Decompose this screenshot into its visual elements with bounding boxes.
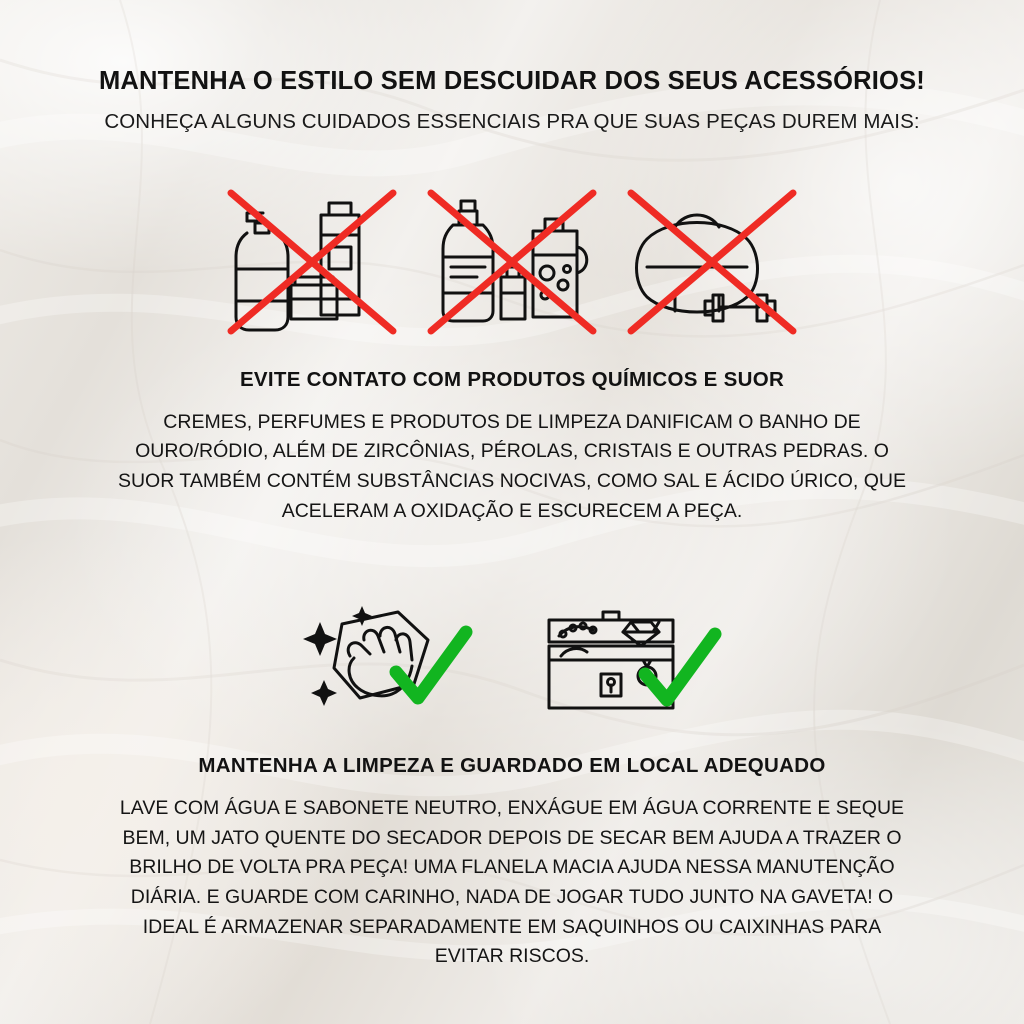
cosmetics-bottles-icon [217, 181, 407, 346]
avoid-icon-row [56, 181, 968, 346]
section-clean-and-store [56, 600, 968, 972]
page-subtitle: CONHEÇA ALGUNS CUIDADOS ESSENCIAIS PRA QUE SUAS PEÇAS DUREM MAIS: [104, 110, 920, 134]
red-cross-icon [417, 181, 607, 346]
section-title-care: MANTENHA A LIMPEZA E GUARDADO EM LOCAL ADEQUADO [198, 754, 826, 778]
cleaning-products-icon [417, 181, 607, 346]
section-body-avoid: CREMES, PERFUMES E PRODUTOS DE LIMPEZA DANIFICAM O BANHO DE OURO/RÓDIO, ALÉM DE ZIRCÔNIAS, PÉROLAS, CRISTAIS E OUTRAS PEDRAS. O SUOR TAMBÉM CONTÉM SUBSTÂNCIAS NOCIVAS, COMO SAL E ÁCIDO ÚRICO, QUE ACELERAM A OXIDAÇÃO E ESCURECEM A PEÇA. [117, 410, 907, 522]
red-cross-icon [217, 181, 407, 346]
section-avoid-chemicals [56, 181, 968, 527]
red-cross-icon [617, 181, 807, 346]
jewelry-box-icon [525, 600, 740, 720]
polishing-cloth-hand-icon [284, 600, 499, 720]
green-check-icon [525, 600, 740, 720]
green-check-icon [284, 600, 499, 720]
section-body-care: LAVE COM ÁGUA E SABONETE NEUTRO, ENXÁGUE EM ÁGUA CORRENTE E SEQUE BEM, UM JATO QUENTE DO SECADOR DEPOIS DE SECAR BEM AJUDA A TRAZER O BRILHO DE VOLTA PRA PEÇA! UMA FLANELA MACIA AJUDA NESSA MANUTENÇÃO DIÁRIA. E GUARDE COM CARINHO, NADA DE JOGAR TUDO JUNTO NA GAVETA! O IDEAL É ARMAZENAR SEPARADAMENTE EM SAQUINHOS OU CAIXINHAS PARA EVITAR RISCOS. [119, 797, 905, 968]
page-title: MANTENHA O ESTILO SEM DESCUIDAR DOS SEUS ACESSÓRIOS! [98, 67, 925, 95]
gym-bag-dumbbell-icon [617, 181, 807, 346]
care-icon-row [56, 600, 968, 720]
section-title-avoid: EVITE CONTATO COM PRODUTOS QUÍMICOS E SUOR [239, 367, 785, 391]
